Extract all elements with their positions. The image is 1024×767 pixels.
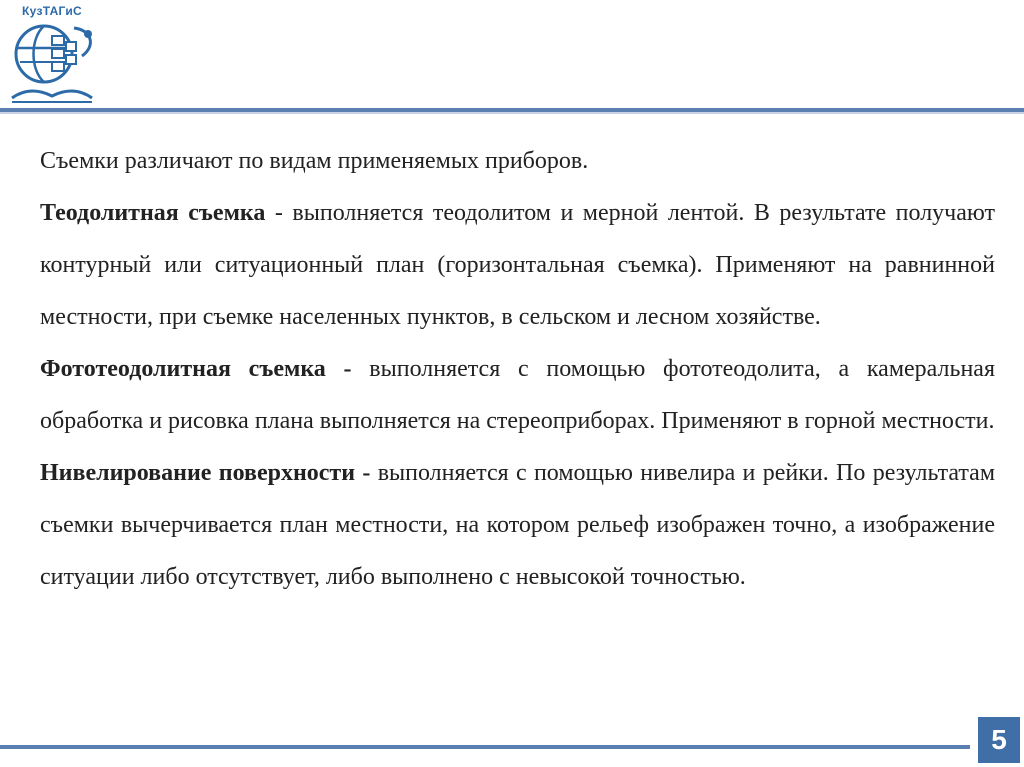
phototheodolite-survey-description: выполняется с помощью фототеодолита, а камеральная обработка и рисовка плана выполняется на стереоприборах. Применяют в горной местности. bbox=[40, 356, 995, 434]
theodolite-survey-paragraph bbox=[40, 187, 995, 343]
logo bbox=[8, 4, 104, 104]
page-number-badge: 5 bbox=[978, 717, 1020, 763]
footer-divider bbox=[0, 745, 970, 749]
theodolite-survey-separator: - bbox=[265, 200, 293, 226]
theodolite-survey-description: выполняется теодолитом и мерной лентой. В результате получают контурный или ситуационный план (горизонтальная съемка). Применяют на равнинной местности, при съемке населенных пунктов, в сельском и лесном хозяйстве. bbox=[40, 200, 995, 330]
surface-leveling-term: Нивелирование поверхности - bbox=[40, 460, 371, 486]
phototheodolite-survey-paragraph bbox=[40, 343, 995, 447]
surface-leveling-description: выполняется с помощью нивелира и рейки. По результатам съемки вычерчивается план местности, на котором рельеф изображен точно, а изображение ситуации либо отсутствует, либо выполнено с невысокой точностью. bbox=[40, 460, 996, 590]
phototheodolite-survey-separator bbox=[352, 356, 370, 382]
logo-emblem-icon bbox=[8, 18, 104, 104]
surface-leveling-separator bbox=[370, 460, 377, 486]
surface-leveling-paragraph bbox=[40, 447, 995, 603]
logo-title: КузТАГиС bbox=[22, 4, 82, 18]
intro-paragraph: Съемки различают по видам применяемых приборов. bbox=[40, 148, 589, 174]
slide-content bbox=[40, 135, 995, 603]
theodolite-survey-term: Теодолитная съемка bbox=[40, 200, 266, 226]
header-divider-shadow bbox=[0, 112, 1024, 114]
phototheodolite-survey-term: Фототеодолитная съемка - bbox=[40, 356, 352, 382]
